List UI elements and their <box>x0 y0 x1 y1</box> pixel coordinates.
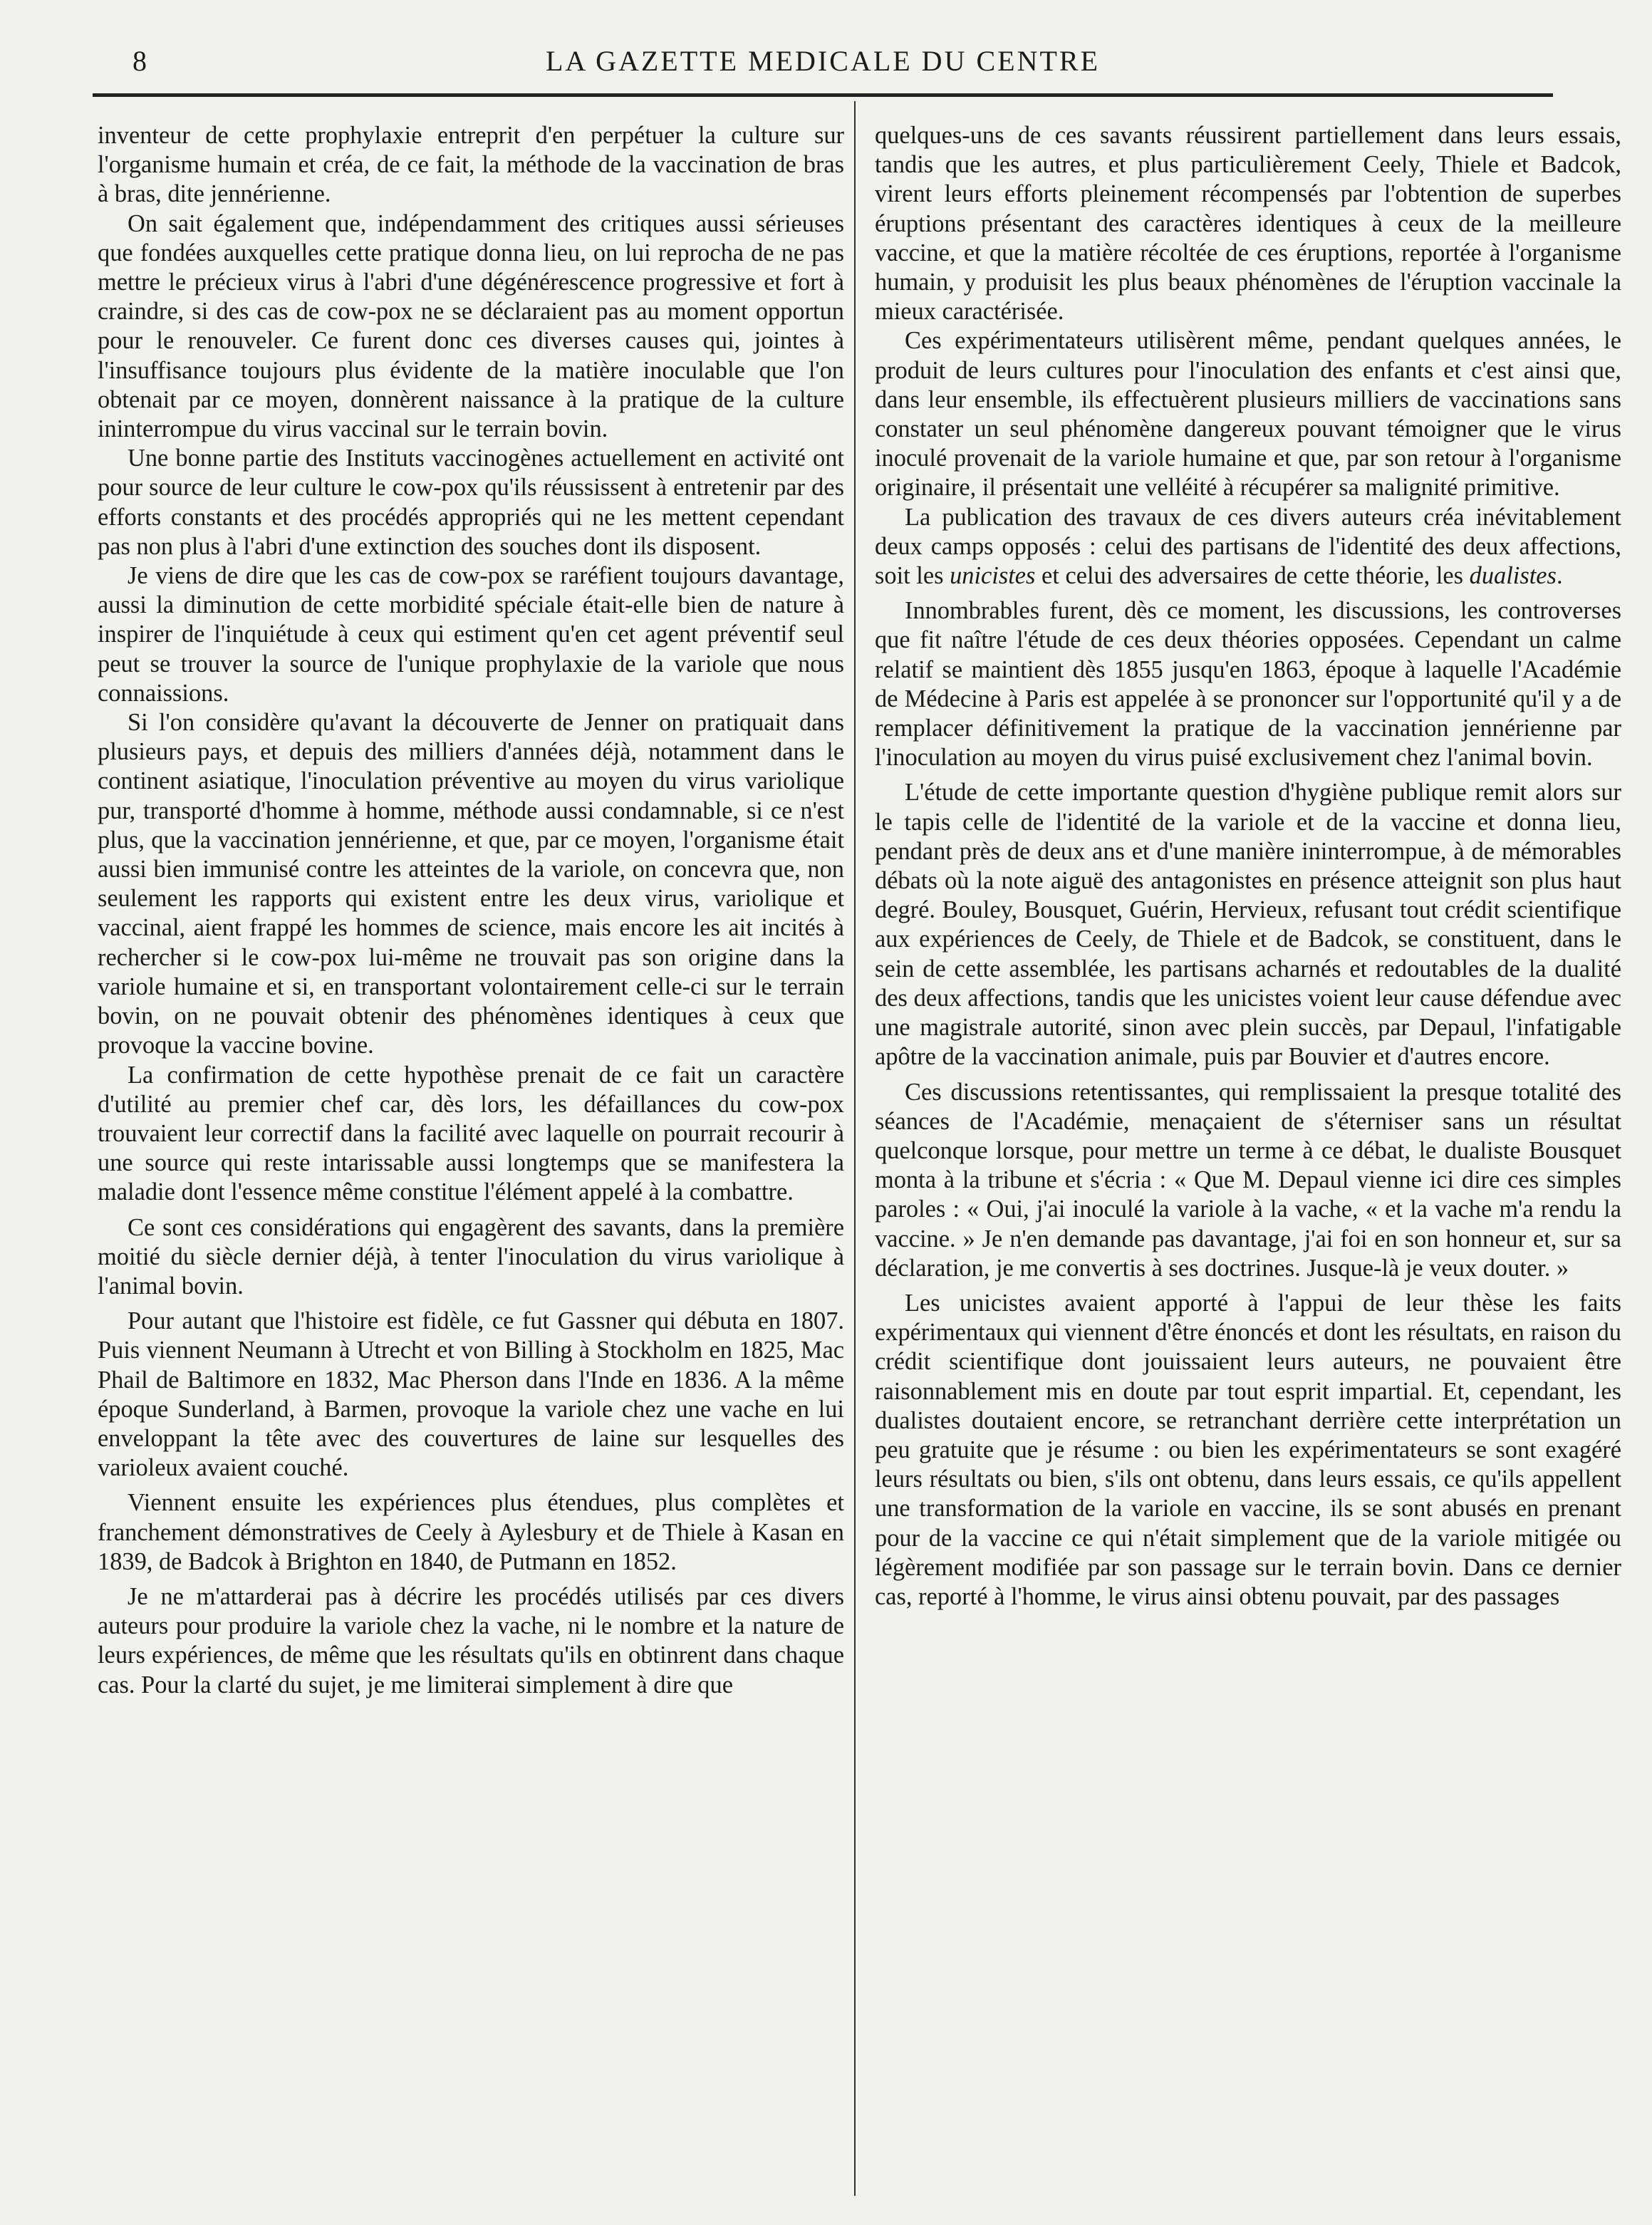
paragraph-text: La publication des travaux de ces divers auteurs créa inévitablement deux camps opposés : celui des partisans de l'identité des deux affections, soit les <box>875 503 1621 590</box>
paragraph-text: et celui des adversaires de cette théorie, les <box>1035 562 1470 590</box>
italic-term-unicistes: unicistes <box>950 562 1036 590</box>
left-column <box>98 121 844 1700</box>
running-title: LA GAZETTE MEDICALE DU CENTRE <box>545 45 1100 77</box>
column-divider <box>854 101 856 2196</box>
paragraph: L'étude de cette importante question d'hygiène publique remit alors sur le tapis celle de l'identité de la variole et de la vaccine et donna lieu, pendant près de deux ans et d'une manière ininterrompue, à de mémorables débats où la note aiguë des antagonistes en présence atteignit son plus haut degré. Bouley, Bousquet, Guérin, Hervieux, refusant tout crédit scientifique aux expériences de Ceely, de Thiele et de Badcok, se constituent, dans le sein de cette assemblée, les partisans acharnés et redoutables de la dualité des deux affections, tandis que les unicistes voient leur cause défendue avec une magistrale autorité, sinon avec plein succès, par Depaul, l'infatigable apôtre de la vaccination animale, puis par Bouvier et d'autres encore. <box>875 779 1621 1071</box>
page-number: 8 <box>133 45 147 77</box>
paragraph: quelques-uns de ces savants réussirent partiellement dans leurs essais, tandis que les autres, et plus particulièrement Ceely, Thiele et Badcok, virent leurs efforts pleinement récompensés par l'obtention de superbes éruptions présentant des caractères identiques à ceux de la meilleure vaccine, et que la matière récoltée de ces éruptions, reportée à l'organisme humain, y produisit les plus beaux phénomènes de l'éruption vaccinale la mieux caractérisée. <box>875 122 1621 326</box>
paragraph: Je ne m'attarderai pas à décrire les procédés utilisés par ces divers auteurs pour produire la variole chez la vache, ni le nombre et la nature de leurs expériences, de même que les résultats qu'ils en obtinrent dans chaque cas. Pour la clarté du sujet, je me limiterai simplement à dire que <box>98 1582 844 1698</box>
page-header <box>93 44 1553 87</box>
paragraph: Si l'on considère qu'avant la découverte de Jenner on pratiquait dans plusieurs pays, et depuis des milliers d'années déjà, notamment dans le continent asiatique, l'inoculation préventive au moyen du virus variolique pur, transporté d'homme à homme, méthode aussi condamnable, si ce n'est plus, que la vaccination jennérienne, et que, par ce moyen, l'organisme était aussi bien immunisé contre les atteintes de la variole, on concevra que, non seulement les rapports qui existent entre les deux virus, variolique et vaccinal, aient frappé les hommes de science, mais encore les ait incités à rechercher si le cow-pox lui-même ne trouvait pas son origine dans la variole humaine et si, en transportant volontairement celle-ci sur le terrain bovin, on ne pouvait obtenir des phénomènes identiques à ceux que provoque la vaccine bovine. <box>98 709 844 1059</box>
paragraph: La confirmation de cette hypothèse prenait de ce fait un caractère d'utilité au premier chef car, dès lors, les défaillances du cow-pox trouvaient leur correctif dans la facilité avec laquelle on pourrait recourir à une source qui reste intarissable aussi longtemps que se manifestera la maladie dont l'essence même constitue l'élément appelé à la combattre. <box>98 1061 844 1206</box>
right-column <box>875 121 1621 1612</box>
paragraph: Pour autant que l'histoire est fidèle, ce fut Gassner qui débuta en 1807. Puis viennent Neumann à Utrecht et von Billing à Stockholm en 1825, Mac Phail de Baltimore en 1832, Mac Pherson dans l'Inde en 1836. A la même époque Sunderland, à Barmen, provoque la variole chez une vache en lui enveloppant la tête avec des couvertures de laine sur lesquelles des varioleux avaient couché. <box>98 1307 844 1482</box>
paragraph: Une bonne partie des Instituts vaccinogènes actuellement en activité ont pour source de leur culture le cow-pox qu'ils réussissent à entretenir par des efforts constants et des procédés appropriés qui ne les mettent cependant pas non plus à l'abri d'une extinction des souches dont ils disposent. <box>98 445 844 560</box>
paragraph: Viennent ensuite les expériences plus étendues, plus complètes et franchement démonstratives de Ceely à Aylesbury et de Thiele à Kasan en 1839, de Badcok à Brighton en 1840, de Putmann en 1852. <box>98 1489 844 1575</box>
paragraph: Ces discussions retentissantes, qui remplissaient la presque totalité des séances de l'Académie, menaçaient de s'éterniser sans un résultat quelconque lorsque, pour mettre un terme à ce débat, le dualiste Bousquet monta à la tribune et s'écria : « Que M. Depaul vienne ici dire ces simples paroles : « Oui, j'ai inoculé la variole à la vache, « et la vache m'a rendu la vaccine. » Je n'en demande pas davantage, j'ai foi en son honneur et, sur sa déclaration, je me convertis à ses doctrines. Jusque-là je veux douter. » <box>875 1078 1621 1282</box>
paragraph: inventeur de cette prophylaxie entreprit d'en perpétuer la culture sur l'organisme humain et créa, de ce fait, la méthode de la vaccination de bras à bras, dite jennérienne. <box>98 122 844 208</box>
paragraph: Je viens de dire que les cas de cow-pox se raréfient toujours davantage, aussi la diminution de cette morbidité spéciale était-elle bien de nature à inspirer de l'inquiétude à ceux qui estiment qu'en cet agent préventif seul peut se trouver la source de l'unique prophylaxie de la variole que nous connaissions. <box>98 562 844 707</box>
italic-term-dualistes: dualistes <box>1469 562 1557 590</box>
paragraph-text: . <box>1556 562 1563 590</box>
paragraph: Innombrables furent, dès ce moment, les discussions, les controverses que fit naître l'étude de ces deux théories opposées. Cependant un calme relatif se maintient dès 1855 jusqu'en 1863, époque à laquelle l'Académie de Médecine à Paris est appelée à se prononcer sur l'opportunité qu'il y a de remplacer définitivement la pratique de la vaccination jennérienne par l'inoculation au moyen du virus puisé exclusivement chez l'animal bovin. <box>875 597 1621 772</box>
paragraph: Ces expérimentateurs utilisèrent même, pendant quelques années, le produit de leurs cultures pour l'inoculation des enfants et c'est ainsi que, dans leur ensemble, ils effectuèrent plusieurs milliers de vaccinations sans constater un seul phénomène dangereux pouvant témoigner que le virus inoculé provenait de la variole humaine et que, par son retour à l'organisme originaire, il présentait une velléité à récupérer sa malignité primitive. <box>875 327 1621 502</box>
paragraph: Ce sont ces considérations qui engagèrent des savants, dans la première moitié du siècle dernier déjà, à tenter l'inoculation du virus variolique à l'animal bovin. <box>98 1213 844 1300</box>
paragraph <box>875 503 1621 591</box>
header-rule <box>93 93 1553 97</box>
paragraph: On sait également que, indépendamment des critiques aussi sérieuses que fondées auxquelles cette pratique donna lieu, on lui reprocha de ne pas mettre le précieux virus à l'abri d'une dégénérescence progressive et fort à craindre, si des cas de cow-pox ne se déclaraient pas au moment opportun pour le renouveler. Ce furent donc ces diverses causes qui, jointes à l'insuffisance toujours plus évidente de la matière inoculable que l'on obtenait par ce moyen, donnèrent naissance à la pratique de la culture ininterrompue du virus vaccinal sur le terrain bovin. <box>98 209 844 443</box>
paragraph: Les unicistes avaient apporté à l'appui de leur thèse les faits expérimentaux qui viennent d'être énoncés et dont les résultats, en raison du crédit scientifique dont jouissaient leurs auteurs, ne pouvaient être raisonnablement mis en doute par tout esprit impartial. Et, cependant, les dualistes doutaient encore, se retranchant derrière cette interprétation un peu gratuite que je résume : ou bien les expérimentateurs se sont exagéré leurs résultats ou bien, s'ils ont obtenu, dans leurs essais, ce qu'ils appellent une transformation de la variole en vaccine, ils se sont abusés en prenant pour de la vaccine ce qui n'était simplement que de la variole mitigée ou légèrement modifiée par son passage sur le terrain bovin. Dans ce dernier cas, reporté à l'homme, le virus ainsi obtenu pouvait, par des passages <box>875 1289 1621 1610</box>
